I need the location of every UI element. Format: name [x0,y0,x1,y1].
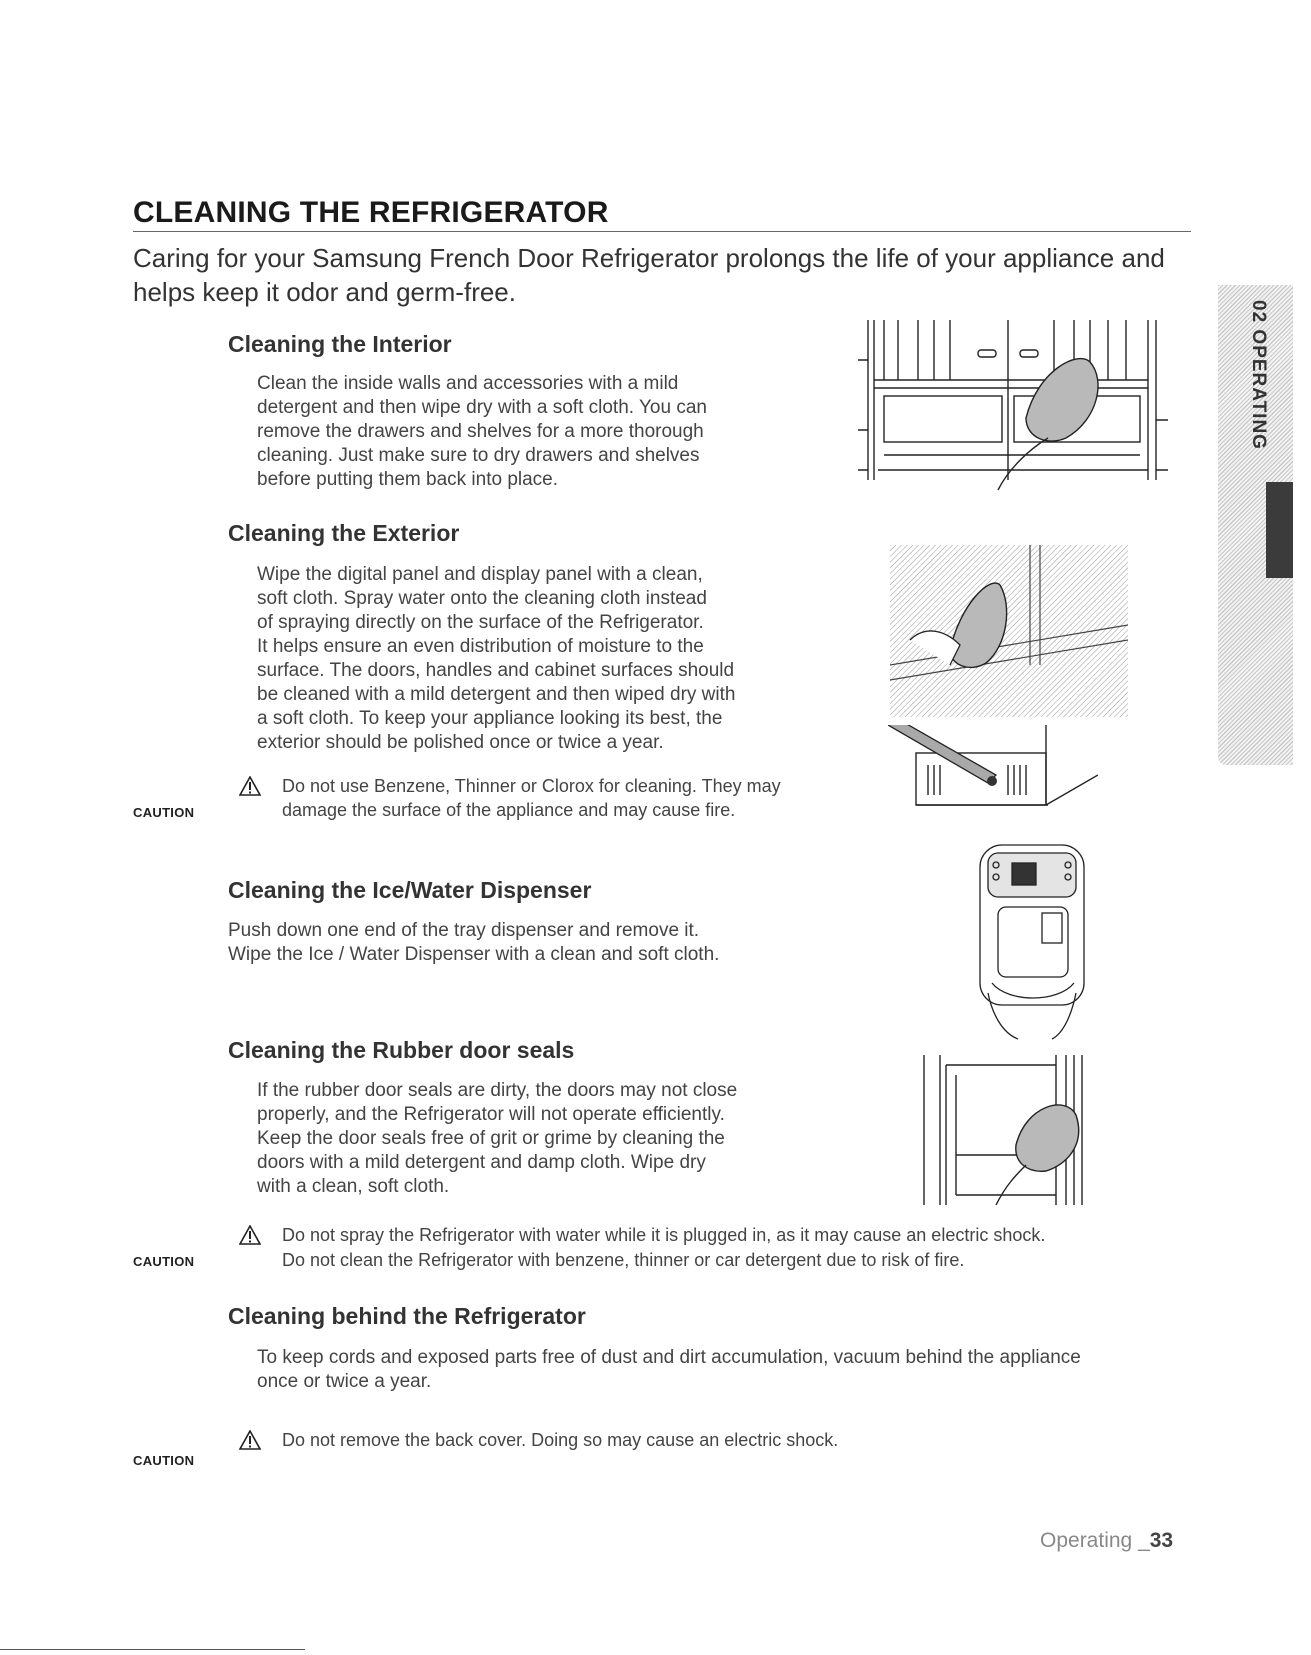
exterior-line: a soft cloth. To keep your appliance looking its best, the [257,708,723,729]
interior-line: Clean the inside walls and accessories with a mild [257,373,679,394]
bottom-divider [0,1649,305,1650]
seals-line: doors with a mild detergent and damp cloth. Wipe dry [257,1152,706,1173]
caution-text: Do not remove the back cover. Doing so may cause an electric shock. [282,1430,839,1450]
exterior-line: surface. The doors, handles and cabinet surfaces should [257,660,735,681]
exterior-heading: Cleaning the Exterior [228,520,460,546]
caution-label: CAUTION [133,805,195,820]
exterior-line: be cleaned with a mild detergent and then wiped dry with [257,684,736,705]
exterior-line: exterior should be polished once or twice a year. [257,732,664,753]
behind-line: once or twice a year. [257,1371,432,1392]
seals-line: Keep the door seals free of grit or grime by cleaning the [257,1128,725,1149]
behind-body [257,1346,1157,1394]
intro-text: Caring for your Samsung French Door Refrigerator prolongs the life of your appliance and helps keep it odor and germ-free. [133,243,1165,307]
exterior-line: It helps ensure an even distribution of moisture to the [257,636,704,657]
title-divider [133,231,1191,232]
dispenser-illustration [978,843,1088,1043]
page-footer [1040,1529,1173,1553]
interior-line: cleaning. Just make sure to dry drawers and shelves [257,445,700,466]
exterior-cleaning-illustration [890,545,1130,720]
rubber-seal-illustration [916,1055,1091,1205]
chapter-tab-label: 02 OPERATING [1248,300,1269,450]
caution-label: CAUTION [133,1453,195,1468]
interior-line: remove the drawers and shelves for a more thorough [257,421,704,442]
dispenser-line: Push down one end of the tray dispenser and remove it. [228,920,700,941]
exterior-line: Wipe the digital panel and display panel with a clean, [257,564,703,585]
exterior-line: of spraying directly on the surface of the Refrigerator. [257,612,704,633]
interior-body [257,372,817,492]
dispenser-body [228,919,828,967]
seals-line: with a clean, soft cloth. [257,1176,450,1197]
caution-text: damage the surface of the appliance and may cause fire. [282,800,736,820]
behind-line: To keep cords and exposed parts free of dust and dirt accumulation, vacuum behind the appliance [257,1347,1081,1368]
interior-cleaning-illustration [858,320,1168,492]
footer-separator: _ [1132,1529,1150,1552]
caution-label: CAUTION [133,1254,195,1269]
interior-line: before putting them back into place. [257,469,559,490]
exterior-body [257,563,837,755]
caution-text: Do not use Benzene, Thinner or Clorox for cleaning. They may [282,776,781,796]
dispenser-line: Wipe the Ice / Water Dispenser with a clean and soft cloth. [228,944,720,965]
dispenser-heading: Cleaning the Ice/Water Dispenser [228,877,592,903]
behind-heading: Cleaning behind the Refrigerator [228,1303,586,1329]
interior-line: detergent and then wipe dry with a soft cloth. You can [257,397,707,418]
warning-triangle-icon [239,1225,261,1245]
exterior-line: soft cloth. Spray water onto the cleaning cloth instead [257,588,707,609]
seals-line: If the rubber door seals are dirty, the doors may not close [257,1080,738,1101]
warning-triangle-icon [239,776,261,796]
page-number: 33 [1149,1529,1174,1552]
caution-text: Do not clean the Refrigerator with benzene, thinner or car detergent due to risk of fire. [282,1250,965,1270]
footer-label: Operating [1040,1529,1133,1552]
seals-line: properly, and the Refrigerator will not operate efficiently. [257,1104,725,1125]
page-title: CLEANING THE REFRIGERATOR [133,196,609,229]
caution-text: Do not spray the Refrigerator with water while it is plugged in, as it may cause an electric shock. [282,1225,1046,1245]
vacuum-behind-illustration [888,725,1098,817]
seals-body [257,1079,837,1199]
chapter-tab-marker [1266,482,1293,578]
seals-heading: Cleaning the Rubber door seals [228,1037,575,1063]
warning-triangle-icon [239,1430,261,1450]
interior-heading: Cleaning the Interior [228,331,452,357]
